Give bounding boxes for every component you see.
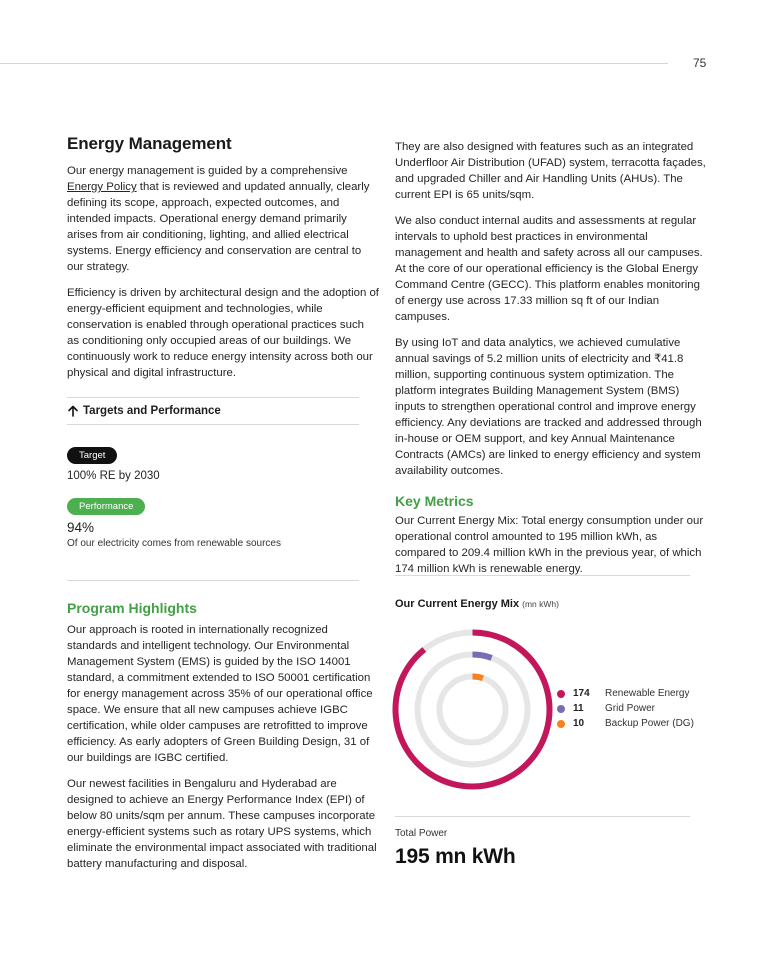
total-power-value: 195 mn kWh xyxy=(395,845,516,868)
legend-value: 174 xyxy=(573,688,590,699)
chart-title-text: Our Current Energy Mix xyxy=(395,598,520,610)
chart-unit: (mn kWh) xyxy=(522,599,559,609)
legend-dot-icon xyxy=(557,690,565,698)
ring-arc-backup-power-dg xyxy=(473,677,483,679)
energy-mix-chart xyxy=(390,627,555,792)
efficiency-paragraph: Efficiency is driven by architectural design and the adoption of energy-efficient equipment and technologies, while conservation is enabled through operational practices such as conditioning only occupied areas of our buildings. We continuously work to reduce energy intensity across both our physical and digital infrastructure. xyxy=(67,287,379,379)
target-value: 100% RE by 2030 xyxy=(67,470,160,482)
legend-value: 11 xyxy=(573,703,584,714)
energy-mix-paragraph: Our Current Energy Mix: Total energy consumption under our operational control amounted to 195 million kWh, as compared to 209.4 million kWh in the previous year, of which 174 million kWh is renewable energy. xyxy=(395,515,704,575)
total-power-block xyxy=(395,828,516,869)
legend-item xyxy=(557,716,694,731)
target-block xyxy=(67,445,379,482)
iot-paragraph: By using IoT and data analytics, we achieved cumulative annual savings of 5.2 million units of electricity and ₹41.8 million, supporting continuous system optimization. The platform integrates Building Management System (BMS) inputs to strengthen operational control and improve energy efficiency. Any deviations are tracked and addressed through in-house or OEM support, and key Annual Maintenance Contracts (AMCs) are linked to energy efficiency and system availability outcomes. xyxy=(395,337,702,477)
legend-item xyxy=(557,701,694,716)
key-metrics-title: Key Metrics xyxy=(395,493,474,509)
page-number: 75 xyxy=(693,56,707,70)
intro-text-end: that is reviewed and updated annually, clearly defining its scope, approach, expected outcomes, and intended impacts. Operational energy demand primarily arises from air conditioning, lighting, and allied electrical systems. Energy efficiency and conservation are central to our strategy. xyxy=(67,181,370,273)
divider xyxy=(67,424,359,425)
right-column xyxy=(395,139,707,587)
legend-label: Backup Power (DG) xyxy=(605,718,694,729)
intro-text-start: Our energy management is guided by a comprehensive xyxy=(67,165,348,177)
performance-pill: Performance xyxy=(67,498,145,515)
legend-dot-icon xyxy=(557,705,565,713)
legend-label: Renewable Energy xyxy=(605,688,690,699)
targets-heading xyxy=(67,398,379,424)
divider xyxy=(67,580,359,581)
divider xyxy=(395,816,690,817)
left-column xyxy=(67,134,379,882)
program-paragraph-2: Our newest facilities in Bengaluru and Hyderabad are designed to achieve an Energy Performance Index (EPI) of below 80 units/sqm per annum. These campuses incorporate energy-efficient systems such as rotary UPS systems, which eliminate the environmental impact associated with traditional battery manufacturing and disposal. xyxy=(67,778,377,870)
target-pill: Target xyxy=(67,447,117,464)
legend-item xyxy=(557,686,694,701)
legend-dot-icon xyxy=(557,720,565,728)
ring-track xyxy=(418,655,528,765)
legend-value: 10 xyxy=(573,718,585,729)
performance-block xyxy=(67,496,379,549)
arrow-up-icon xyxy=(67,405,79,417)
audits-paragraph: We also conduct internal audits and assessments at regular intervals to uphold best practices in environmental management and health and safety across all our campuses. At the core of our operational efficiency is the Global Energy Command Centre (GECC). This platform enables monitoring of energy use across 17.33 million sq ft of our Indian campuses. xyxy=(395,215,703,323)
energy-policy-link[interactable]: Energy Policy xyxy=(67,181,137,193)
performance-value: 94% xyxy=(67,520,95,535)
ring-track xyxy=(440,677,506,743)
ring-arc-grid-power xyxy=(473,655,492,658)
divider xyxy=(395,575,690,576)
legend-label: Grid Power xyxy=(605,703,656,714)
performance-description: Of our electricity comes from renewable sources xyxy=(67,538,281,549)
total-power-label: Total Power xyxy=(395,828,448,839)
chart-legend xyxy=(557,686,694,731)
targets-heading-label: Targets and Performance xyxy=(83,405,221,417)
header-rule xyxy=(0,63,668,64)
chart-title xyxy=(395,598,559,610)
program-highlights-title: Program Highlights xyxy=(67,600,197,616)
design-paragraph: They are also designed with features such as an integrated Underfloor Air Distribution (UFAD) system, terracotta façades, and upgraded Chiller and Air Handling Units (AHUs). The current EPI is 65 units/sqm. xyxy=(395,141,706,201)
section-title: Energy Management xyxy=(67,134,232,153)
program-paragraph-1: Our approach is rooted in internationally recognized standards and intelligent technology. Our Environmental Management System (EMS) is guided by the ISO 14001 standard, a commitment extended to ISO 50001 certification for energy management across 35% of our operational office space. We ensure that all new campuses achieve IGBC certification, while older campuses are retrofitted to improve efficiency. As early adopters of Green Building Design, 31 of our buildings are IGBC certified. xyxy=(67,624,373,764)
intro-paragraph xyxy=(67,163,379,275)
